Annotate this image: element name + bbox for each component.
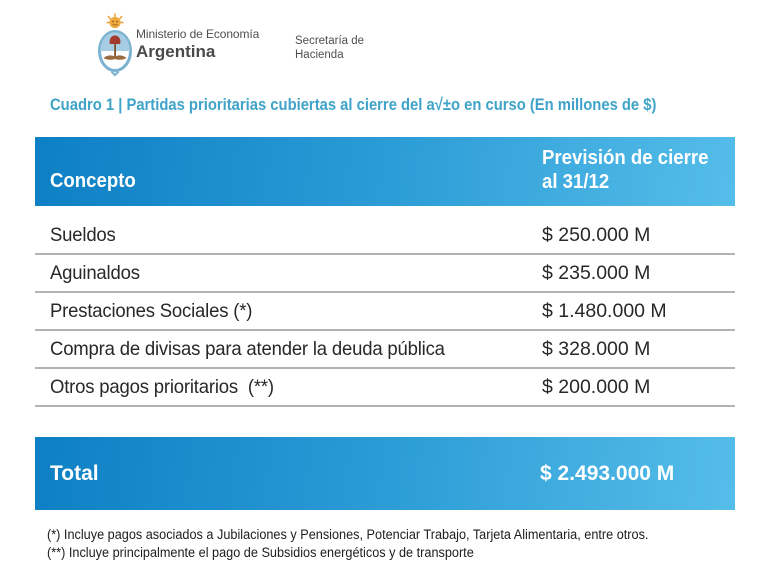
row-concept: Aguinaldos bbox=[50, 261, 140, 284]
table-total-row bbox=[35, 437, 735, 510]
row-value: $ 328.000 M bbox=[542, 337, 651, 360]
table-row bbox=[35, 369, 735, 407]
total-value: $ 2.493.000 M bbox=[540, 461, 675, 485]
row-concept: Prestaciones Sociales (*) bbox=[50, 299, 253, 322]
total-label: Total bbox=[50, 461, 99, 485]
secretariat-line1: Secretaría de bbox=[295, 35, 365, 47]
ministry-name: Ministerio de Economía bbox=[136, 27, 260, 41]
table-row bbox=[35, 293, 735, 331]
row-concept: Compra de divisas para atender la deuda pública bbox=[50, 337, 445, 360]
table-body bbox=[35, 217, 735, 407]
country-name: Argentina bbox=[136, 42, 216, 61]
row-value: $ 250.000 M bbox=[542, 223, 651, 246]
page-title bbox=[50, 95, 747, 115]
footnote-2: (**) Incluye principalmente el pago de Subsidios energéticos y de transporte bbox=[47, 545, 474, 560]
page-title-text: Cuadro 1 | Partidas prioritarias cubiertas al cierre del a√±o en curso (En millones de $) bbox=[50, 95, 657, 114]
footnotes bbox=[47, 526, 687, 562]
table-row bbox=[35, 217, 735, 255]
row-value: $ 200.000 M bbox=[542, 375, 651, 398]
ministry-branding bbox=[136, 27, 259, 62]
row-value: $ 235.000 M bbox=[542, 261, 651, 284]
secretariat-line2: Hacienda bbox=[295, 49, 344, 61]
table-header bbox=[35, 137, 735, 206]
table-row bbox=[35, 255, 735, 293]
row-value: $ 1.480.000 M bbox=[542, 299, 667, 322]
argentina-coat-of-arms-icon bbox=[88, 13, 142, 77]
row-concept: Sueldos bbox=[50, 223, 116, 246]
secretariat-branding bbox=[295, 34, 364, 62]
footnote-1: (*) Incluye pagos asociados a Jubilaciones y Pensiones, Potenciar Trabajo, Tarjeta Alimentaria, entre otros. bbox=[47, 527, 649, 542]
column-header-value: Previsión de cierre al 31/12 bbox=[542, 147, 709, 193]
column-header-concept: Concepto bbox=[50, 170, 136, 192]
table-row bbox=[35, 331, 735, 369]
row-concept: Otros pagos prioritarios (**) bbox=[50, 375, 274, 398]
